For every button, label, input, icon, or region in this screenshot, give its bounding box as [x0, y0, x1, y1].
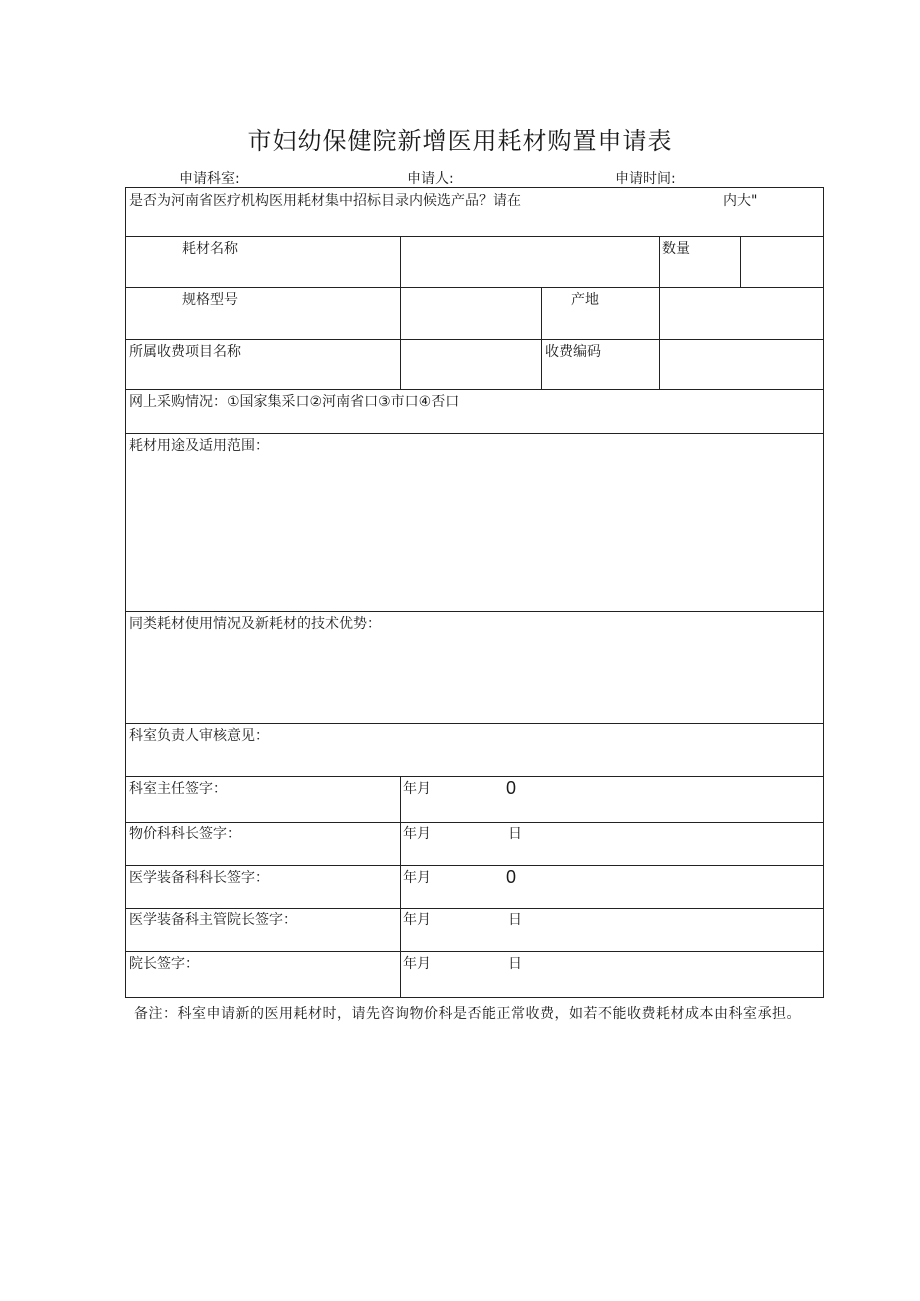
signature-day: 0 — [506, 778, 517, 798]
row-divider — [126, 433, 823, 434]
row-divider — [126, 822, 823, 823]
usage-label: 耗材用途及适用范围： — [129, 438, 269, 454]
signature-label: 医学装备科科长签字： — [129, 870, 269, 886]
column-divider — [659, 236, 660, 389]
spec-label: 规格型号 — [182, 292, 238, 308]
page-title: 市妇幼保健院新增医用耗材购置申请表 — [247, 127, 673, 155]
row-divider — [126, 389, 823, 390]
quantity-label: 数量 — [662, 241, 690, 257]
date-label: 申请时间: — [615, 171, 676, 187]
column-divider — [541, 287, 542, 389]
column-divider — [400, 776, 401, 998]
footnote: 备注：科室申请新的医用耗材时，请先咨询物价科是否能正常收费，如若不能收费耗材成本由科室承担。 — [134, 1006, 801, 1022]
department-label: 申请科室: — [179, 171, 240, 187]
row-divider — [126, 611, 823, 612]
signature-label: 物价科科长签字： — [129, 826, 241, 842]
column-divider — [740, 236, 741, 287]
signature-day: 日 — [508, 956, 522, 972]
origin-label: 产地 — [571, 292, 599, 308]
signature-day: 0 — [506, 867, 517, 887]
signature-day: 日 — [508, 826, 522, 842]
column-divider — [400, 236, 401, 389]
dept-head-review-label: 科室负责人审核意见： — [129, 728, 269, 744]
row-divider — [126, 339, 823, 340]
row-divider — [126, 723, 823, 724]
material-name-label: 耗材名称 — [182, 241, 238, 257]
row-divider — [126, 287, 823, 288]
signature-year-month: 年月 — [403, 781, 431, 797]
row-divider — [126, 908, 823, 909]
signature-label: 医学装备科主管院长签字： — [129, 912, 297, 928]
row-divider — [126, 776, 823, 777]
signature-year-month: 年月 — [403, 956, 431, 972]
signature-year-month: 年月 — [403, 912, 431, 928]
catalog-question-tail: 内大" — [723, 193, 758, 209]
application-form-table — [125, 187, 824, 998]
signature-label: 科室主任签字： — [129, 781, 227, 797]
charge-item-label: 所属收费项目名称 — [129, 344, 241, 360]
signature-day: 日 — [508, 912, 522, 928]
signature-year-month: 年月 — [403, 870, 431, 886]
procurement-options: 网上采购情况：①国家集采口②河南省口③市口④否口 — [129, 394, 460, 410]
applicant-label: 申请人: — [407, 171, 454, 187]
row-divider — [126, 865, 823, 866]
row-divider — [126, 236, 823, 237]
charge-code-label: 收费编码 — [545, 344, 601, 360]
catalog-question-label: 是否为河南省医疗机构医用耗材集中招标目录内候选产品？请在 — [129, 193, 521, 209]
row-divider — [126, 951, 823, 952]
signature-year-month: 年月 — [403, 826, 431, 842]
signature-label: 院长签字： — [129, 956, 199, 972]
comparison-label: 同类耗材使用情况及新耗材的技术优势： — [129, 616, 381, 632]
